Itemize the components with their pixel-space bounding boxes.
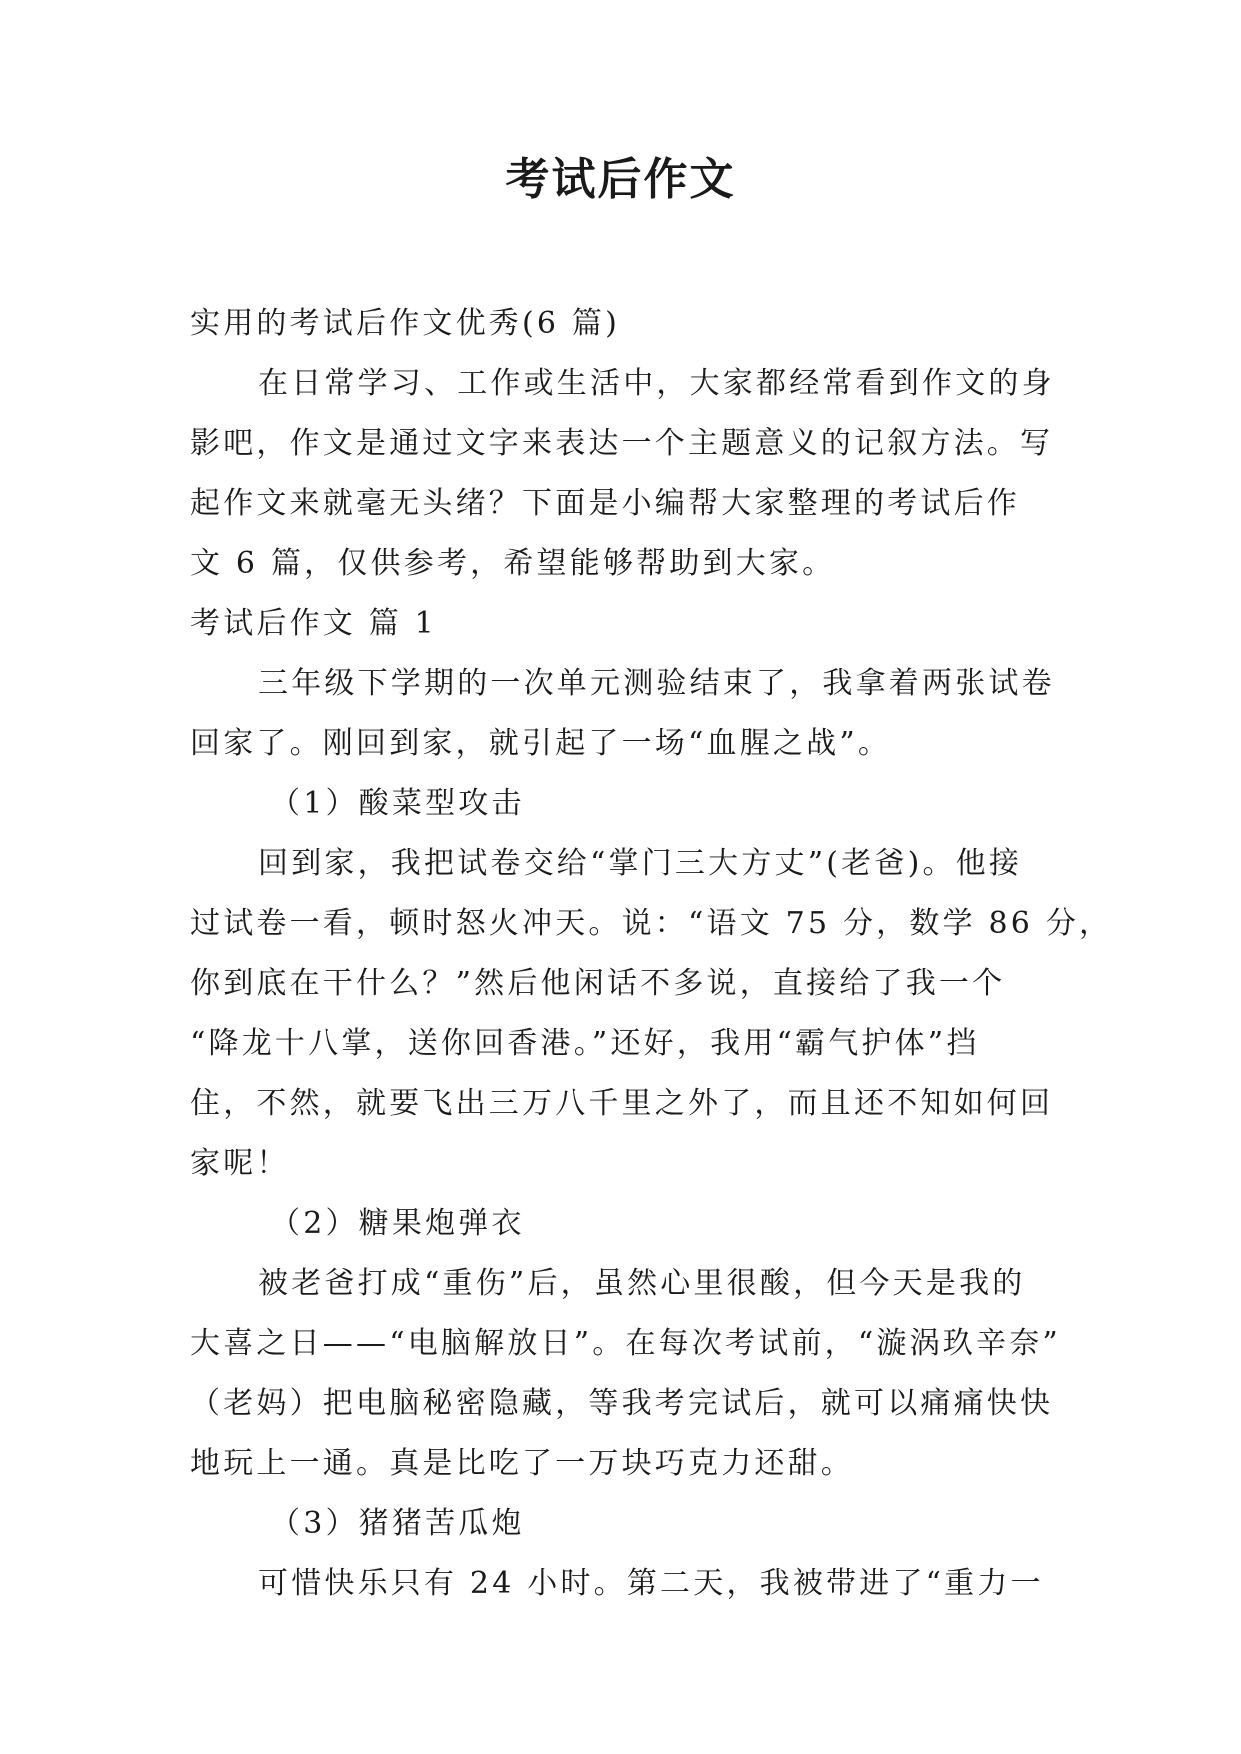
document-body: [190, 294, 1113, 1614]
text-line: 住，不然，就要飞出三万八千里之外了，而且还不知如何回: [190, 1086, 1054, 1121]
text-line: 影吧，作文是通过文字来表达一个主题意义的记叙方法。写: [190, 426, 1054, 461]
text-line: （老妈）把电脑秘密隐藏，等我考完试后，就可以痛痛快快: [190, 1386, 1054, 1421]
text-line: 在日常学习、工作或生活中，大家都经常看到作文的身: [258, 366, 1055, 401]
text-line: 被老爸打成“重伤”后，虽然心里很酸，但今天是我的: [258, 1266, 1026, 1301]
text-line: （1）酸菜型攻击: [270, 786, 525, 821]
text-line: 实用的考试后作文优秀(6 篇): [190, 306, 621, 341]
document-title: 考试后作文: [505, 154, 736, 205]
text-line: 你到底在干什么？”然后他闲话不多说，直接给了我一个: [190, 966, 1006, 1001]
text-line: 大喜之日——“电脑解放日”。在每次考试前，“漩涡玖辛奈”: [190, 1326, 1061, 1361]
text-line: 可惜快乐只有 24 小时。第二天，我被带进了“重力一: [258, 1566, 1044, 1601]
text-line: 家呢！: [190, 1146, 290, 1181]
text-line: 回到家，我把试卷交给“掌门三大方丈”(老爸)。他接: [258, 846, 1023, 881]
text-line: 起作文来就毫无头绪？下面是小编帮大家整理的考试后作: [190, 486, 1020, 521]
text-line: （3）猪猪苦瓜炮: [270, 1506, 525, 1541]
text-line: 过试卷一看，顿时怒火冲天。说：“语文 75 分，数学 86 分，: [190, 906, 1113, 941]
text-line: “降龙十八掌，送你回香港。”还好，我用“霸气护体”挡: [190, 1026, 980, 1061]
text-line: 文 6 篇，仅供参考，希望能够帮助到大家。: [190, 546, 836, 581]
text-line: 考试后作文 篇 1: [190, 606, 437, 641]
text-line: 回家了。刚回到家，就引起了一场“血腥之战”。: [190, 726, 892, 761]
text-line: 地玩上一通。真是比吃了一万块巧克力还甜。: [190, 1446, 854, 1481]
text-line: （2）糖果炮弹衣: [270, 1206, 525, 1241]
text-line: 三年级下学期的一次单元测验结束了，我拿着两张试卷: [258, 666, 1055, 701]
